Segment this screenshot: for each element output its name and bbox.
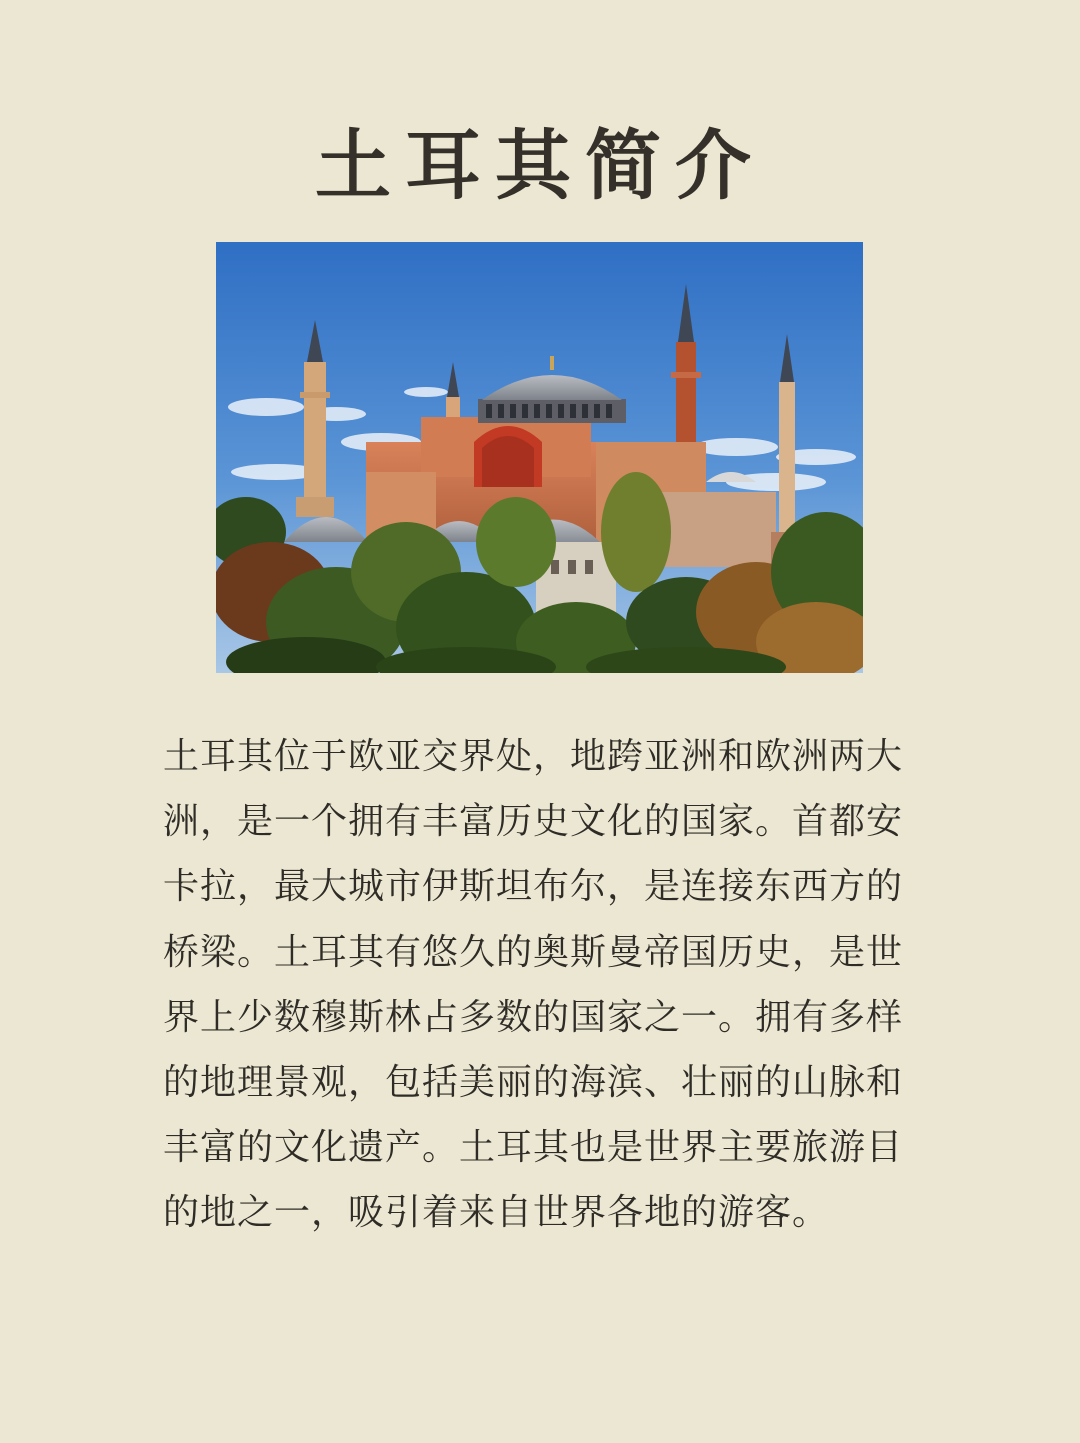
page-title: 土耳其简介 [315, 121, 765, 210]
hagia-sophia-photo [216, 242, 863, 673]
intro-paragraph: 土耳其位于欧亚交界处，地跨亚洲和欧洲两大洲，是一个拥有丰富历史文化的国家。首都安卡拉，最大城市伊斯坦布尔，是连接东西方的桥梁。土耳其有悠久的奥斯曼帝国历史，是世界上少数穆斯林占多数的国家之一。拥有多样的地理景观，包括美丽的海滨、壮丽的山脉和丰富的文化遗产。土耳其也是世界主要旅游目的地之一，吸引着来自世界各地的游客。 [163, 736, 904, 1234]
